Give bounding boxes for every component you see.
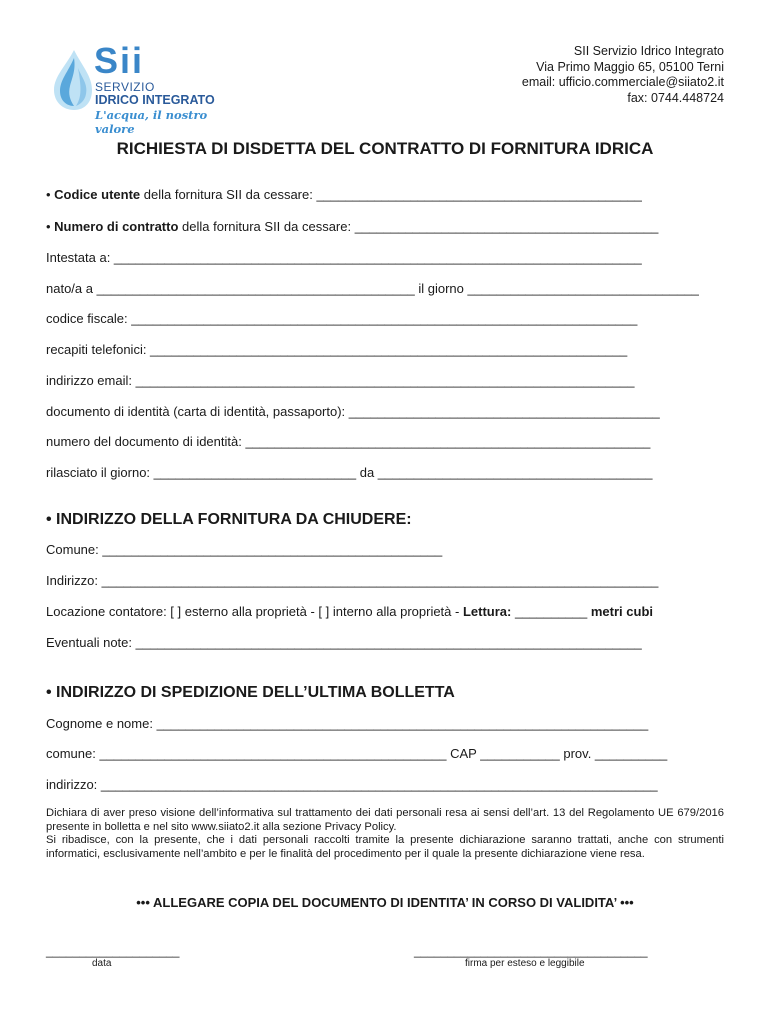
signature-label: firma per esteso e leggibile <box>465 958 585 969</box>
address-line: Via Primo Maggio 65, 05100 Terni <box>536 59 724 74</box>
metri-cubi-label: metri cubi <box>590 604 653 619</box>
codice-fiscale-field[interactable]: codice fiscale: ______________________________________________________________________ <box>46 311 638 326</box>
section-spedizione-title: • INDIRIZZO DI SPEDIZIONE DELL’ULTIMA BOLLETTA <box>46 684 455 701</box>
codice-utente-label: Codice utente <box>54 187 141 202</box>
cognome-field[interactable]: Cognome e nome: ____________________________________________________________________ <box>46 716 649 731</box>
logo-line2: IDRICO INTEGRATO <box>95 93 215 107</box>
spedizione-comune-field[interactable]: comune: ________________________________________________ CAP ___________ prov. __________ <box>46 746 668 761</box>
date-label: data <box>92 958 112 969</box>
address-line: fax: 0744.448724 <box>627 90 724 105</box>
fornitura-comune-field[interactable]: Comune: _______________________________________________ <box>46 542 443 557</box>
numero-contratto-label: Numero di contratto <box>54 219 179 234</box>
date-line[interactable]: ____________________ <box>46 944 180 958</box>
logo-line1: SERVIZIO <box>95 80 155 94</box>
privacy-paragraph: Si ribadisce, con la presente, che i dati personali raccolti tramite la presente dichiarazione saranno trattati, anche con strumenti informatici, esclusivamente nell’ambito e per le finalità del procedimento per il quale la presente dichiarazione viene resa. <box>46 834 724 860</box>
company-logo <box>48 40 248 136</box>
documento-field[interactable]: documento di identità (carta di identità, passaporto): ___________________________________________ <box>46 404 660 419</box>
recapiti-field[interactable]: recapiti telefonici: __________________________________________________________________ <box>46 342 628 357</box>
lettura-label: Lettura: <box>462 604 512 619</box>
rilasciato-field[interactable]: rilasciato il giorno: ____________________________ da ______________________________________ <box>46 465 653 480</box>
note-field[interactable]: Eventuali note: ______________________________________________________________________ <box>46 635 642 650</box>
locazione-contatore-field[interactable]: Locazione contatore: [ ] esterno alla proprietà - [ ] interno alla proprietà - Lettura: __________ metri cubi <box>46 604 653 619</box>
intestata-field[interactable]: Intestata a: _________________________________________________________________________ <box>46 250 642 265</box>
company-address <box>522 44 724 106</box>
document-title: RICHIESTA DI DISDETTA DEL CONTRATTO DI FORNITURA IDRICA <box>116 139 654 158</box>
numero-contratto-field[interactable]: • Numero di contratto della fornitura SII da cessare: __________________________________________ <box>46 219 659 234</box>
water-drop-icon <box>48 48 96 112</box>
nato-field[interactable]: nato/a a ____________________________________________ il giorno ________________________________ <box>46 281 699 296</box>
codice-utente-field[interactable]: • Codice utente della fornitura SII da cessare: _____________________________________________ <box>46 187 642 202</box>
allegare-notice: ••• ALLEGARE COPIA DEL DOCUMENTO DI IDENTITA’ IN CORSO DI VALIDITA’ ••• <box>136 895 634 910</box>
signature-line[interactable]: ___________________________________ <box>414 944 648 958</box>
address-line: SII Servizio Idrico Integrato <box>573 44 724 58</box>
email-field[interactable]: indirizzo email: _____________________________________________________________________ <box>46 373 635 388</box>
logo-brand: Sii <box>94 40 145 81</box>
numero-documento-field[interactable]: numero del documento di identità: ________________________________________________________ <box>46 434 651 449</box>
privacy-notice <box>46 807 724 861</box>
privacy-paragraph: Dichiara di aver preso visione dell’informativa sul trattamento dei dati personali resa ai sensi dell’art. 13 del Regolamento UE 679/2016 presente in bolletta e nel sito www.siiato2.it alla sezione Privacy Policy. <box>46 807 724 833</box>
logo-tagline: L'acqua, il nostro valore <box>95 108 208 136</box>
fornitura-indirizzo-field[interactable]: Indirizzo: _____________________________________________________________________________ <box>46 573 659 588</box>
spedizione-indirizzo-field[interactable]: indirizzo: _____________________________________________________________________________ <box>46 777 658 792</box>
section-fornitura-title: • INDIRIZZO DELLA FORNITURA DA CHIUDERE: <box>46 511 412 528</box>
address-line: email: ufficio.commerciale@siiato2.it <box>521 75 724 89</box>
